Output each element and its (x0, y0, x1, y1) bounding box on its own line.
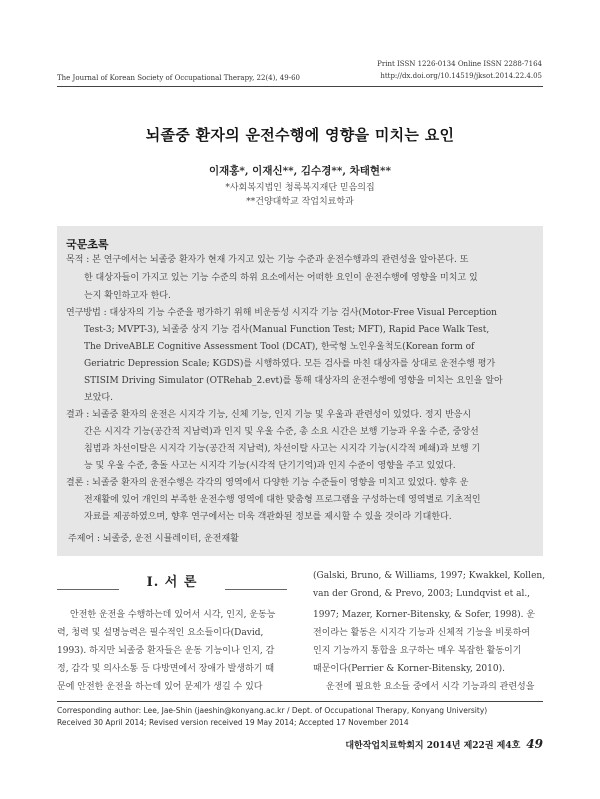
body-line-right: (Galski, Bruno, & Williams, 1997; Kwakkel, Kollen, (313, 571, 546, 581)
doi-line[interactable]: http://dx.doi.org/10.14519/jksot.2014.22.4.05 (380, 72, 542, 80)
body-line-right: 인지 기능까지 통합을 요구하는 매우 복잡한 활동이기 (313, 646, 522, 656)
body-line-right: 1997; Mazer, Korner-Bitensky, & Sofer, 1998). 운 (313, 610, 536, 620)
abstract-line: Geriatric Depression Scale; KGDS)를 시행하였다. 모든 검사를 마친 대상자를 상대로 운전수행 평가 (84, 359, 496, 369)
keywords: 주제어 : 뇌졸중, 운전 시뮬레이터, 운전재활 (68, 534, 239, 544)
abstract-line: The DriveABLE Cognitive Assessment Tool (DCAT), 한국형 노인우울척도(Korean form of (84, 342, 475, 352)
page-number: 49 (526, 737, 543, 751)
footnote-divider (57, 701, 543, 702)
received-dates: Received 30 April 2014; Revised version received 19 May 2014; Accepted 17 November 2014 (57, 718, 409, 727)
issn-line: Print ISSN 1226-0134 Online ISSN 2288-7164 (377, 60, 542, 68)
abstract-line: 한 대상자들이 가지고 있는 기능 수준의 하위 요소에서는 어떠한 요인이 운전수행에 영향을 미치고 있 (84, 273, 478, 283)
header-divider (57, 86, 543, 87)
page-footer (345, 737, 543, 751)
body-line-left: 정, 감각 및 의사소통 등 다방면에서 장애가 발생하기 때 (57, 664, 275, 674)
abstract-line: 는지 확인하고자 한다. (84, 291, 171, 301)
body-line-right: 운전에 필요한 요소들 중에서 시각 기능과의 관련성을 (326, 682, 535, 692)
paper-title: 뇌졸중 환자의 운전수행에 영향을 미치는 요인 (145, 126, 455, 144)
abstract-line: 간은 시지각 기능(공간적 지남력)과 인지 및 우울 수준, 총 소요 시간은 보행 기능과 우울 수준, 중앙선 (84, 427, 479, 437)
footer-journal: 대한작업치료학회지 2014년 제22권 제4호 (345, 741, 521, 751)
abstract-line: STISIM Driving Simulator (OTRehab_2.evt)를 통해 대상자의 운전수행에 영향을 미치는 요인을 알아 (84, 376, 503, 386)
abstract-line: Test-3; MVPT-3), 뇌졸중 상지 기능 검사(Manual Function Test; MFT), Rapid Pace Walk Test, (84, 325, 490, 335)
abstract-line: 능 및 우울 수준, 충돌 사고는 시지각 기능(시각적 단기기억)과 인지 수준이 영향을 주고 있었다. (84, 461, 456, 471)
body-line-left: 문에 안전한 운전을 하는데 있어 문제가 생길 수 있다 (57, 682, 263, 692)
abstract-line: 연구방법 : 대상자의 기능 수준을 평가하기 위해 비운동성 시지각 기능 검사(Motor-Free Visual Perception (66, 308, 497, 318)
abstract-heading: 국문초록 (66, 238, 109, 251)
body-line-left: 안전한 운전을 수행하는데 있어서 시각, 인지, 운동능 (70, 610, 276, 620)
affiliation-1: *사회복지법인 청록복지재단 믿음의집 (225, 183, 375, 193)
abstract-line: 목적 : 본 연구에서는 뇌졸중 환자가 현재 가지고 있는 기능 수준과 운전수행과의 관련성을 알아본다. 또 (66, 255, 469, 265)
abstract-line: 결론 : 뇌졸중 환자의 운전수행은 각각의 영역에서 다양한 기능 수준들이 영향을 미치고 있었다. 향후 운 (66, 478, 469, 488)
issn-doi-block (377, 58, 542, 82)
journal-citation: The Journal of Korean Society of Occupational Therapy, 22(4), 49-60 (57, 74, 300, 82)
body-line-right: 때문이다(Perrier & Korner-Bitensky, 2010). (313, 664, 505, 674)
body-line-right: 전이라는 활동은 시지각 기능과 신체적 기능을 비롯하여 (313, 628, 531, 638)
body-line-right: van der Grond, & Prevo, 2003; Lundqvist et al., (313, 589, 531, 599)
author-list: 이재홍*, 이재신**, 김수경**, 차태현** (208, 165, 392, 177)
affiliation-2: **건양대학교 작업치료학과 (246, 197, 354, 207)
body-line-left: 력, 청력 및 설명능력은 필수적인 요소들이다(David, (57, 628, 264, 638)
abstract-line: 보았다. (84, 393, 113, 403)
abstract-line: 결과 : 뇌졸중 환자의 운전은 시지각 기능, 신체 기능, 인지 기능 및 우울과 관련성이 있었다. 정지 반응시 (66, 410, 472, 420)
abstract-line: 전재활에 있어 개인의 부족한 운전수행 영역에 대한 맞춤형 프로그램을 구성하는데 영역별로 기초적인 (84, 495, 481, 505)
body-line-left: 1993). 하지만 뇌졸중 환자들은 운동 기능이나 인지, 감 (57, 646, 275, 656)
abstract-line: 자료를 제공하였으며, 향후 연구에서는 더욱 객관화된 정보를 제시할 수 있을 것이라 기대한다. (84, 512, 452, 522)
corresponding-author: Corresponding author: Lee, Jae-Shin (jaeshin@konyang.ac.kr / Dept. of Occupational Therapy, Konyang University) (57, 706, 488, 715)
section-heading: I. 서 론 (146, 575, 198, 590)
abstract-line: 침범과 차선이탈은 시지각 기능(공간적 지남력), 차선이탈 사고는 시지각 기능(시각적 폐쇄)과 보행 기 (84, 444, 481, 454)
